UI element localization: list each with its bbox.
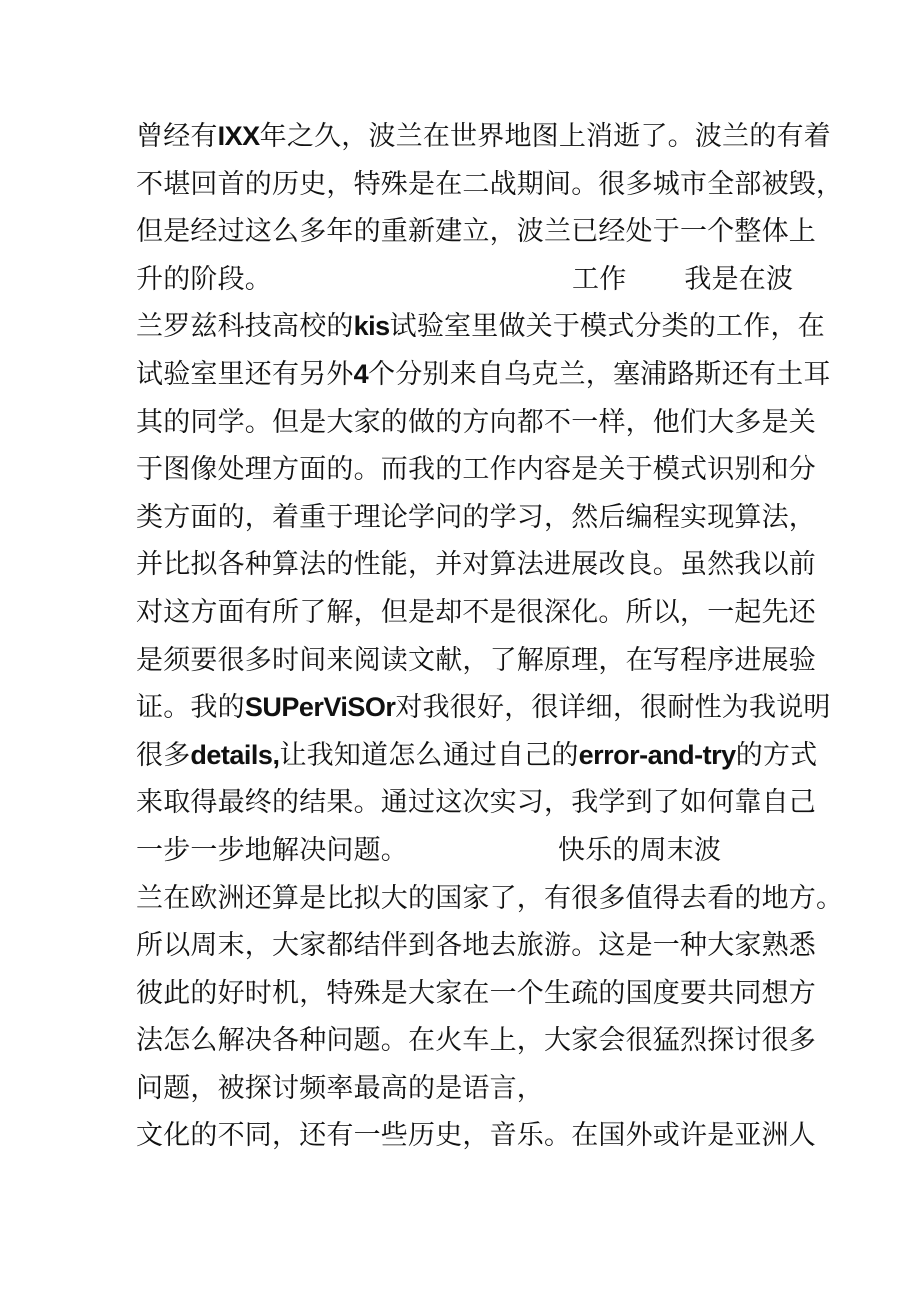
text-run: 曾经有 <box>136 121 218 152</box>
paragraph-line: 对这方面有所了解，但是却不是很深化。所以，一起先还 <box>136 596 816 628</box>
section-heading-work: 工作 <box>572 263 627 295</box>
text-run: 一步一步地解决问题。 <box>136 834 408 866</box>
paragraph-line <box>136 351 836 399</box>
text-run: 个分别来自乌克兰，塞浦路斯还有土耳 <box>368 358 831 390</box>
paragraph-line: 问题，被探讨频率最高的是语言， <box>136 1072 544 1104</box>
text-run: 证。我的 <box>136 692 245 724</box>
text-run-latin: IXX <box>217 121 260 151</box>
paragraph-line: 但是经过这么多年的重新建立，波兰已经处于一个整体上 <box>136 216 816 248</box>
text-run-latin: SUPerViSOr <box>244 692 396 723</box>
paragraph-line: 兰在欧洲还算是比拟大的国家了，有很多值得去看的地方。 <box>136 882 844 914</box>
paragraph-line: 并比拟各种算法的性能，并对算法进展改良。虽然我以前 <box>136 549 816 581</box>
paragraph-line: 类方面的，着重于理论学问的学习，然后编程实现算法， <box>136 501 816 533</box>
paragraph-line: 于图像处理方面的。而我的工作内容是关于模式识别和分 <box>136 454 816 486</box>
paragraph-line: 其的同学。但是大家的做的方向都不一样，他们大多是关 <box>136 406 816 438</box>
paragraph-line <box>136 684 836 732</box>
text-run: 很多 <box>136 739 191 771</box>
paragraph-line: 文化的不同，还有一些历史，音乐。在国外或许是亚洲人 <box>136 1120 816 1152</box>
text-run: 试验室里还有另外 <box>136 358 354 390</box>
text-run: 兰罗兹科技高校的 <box>136 311 354 343</box>
paragraph-line: 所以周末，大家都结伴到各地去旅游。这是一种大家熟悉 <box>136 930 816 962</box>
paragraph-line: 法怎么解决各种问题。在火车上，大家会很猛烈探讨很多 <box>136 1025 816 1057</box>
text-run-latin: details, <box>190 739 280 770</box>
paragraph-line <box>136 303 836 351</box>
text-run: 我是在波 <box>684 263 794 295</box>
text-run-latin: kis <box>353 311 390 342</box>
text-run: 对我很好，很详细，很耐性为我说明 <box>395 692 831 724</box>
paragraph-line: 是须要很多时间来阅读文献，了解原理，在写程序进展验 <box>136 644 816 676</box>
paragraph-line: 彼此的好时机，特殊是大家在一个生疏的国度要共同想方 <box>136 977 816 1009</box>
document-body <box>136 113 844 1160</box>
paragraph-line: 来取得最终的结果。通过这次实习，我学到了如何靠自己 <box>136 787 816 819</box>
paragraph-line <box>136 827 836 875</box>
paragraph-line: 不堪回首的历史，特殊是在二战期间。很多城市全部被毁， <box>136 168 844 200</box>
text-run: 年之久，波兰在世界地图上消逝了。波兰的有着 <box>259 121 831 152</box>
paragraph-line <box>136 113 836 161</box>
paragraph-line <box>136 732 836 780</box>
section-heading-weekend: 快乐的周末波 <box>558 834 722 866</box>
text-run-latin: 4 <box>353 358 369 389</box>
text-run: 升的阶段。 <box>136 263 272 295</box>
text-run: 的方式 <box>735 739 818 771</box>
text-run: 试验室里做关于模式分类的工作，在 <box>389 311 825 343</box>
text-run: 让我知道怎么通过自己的 <box>279 739 579 771</box>
paragraph-line <box>136 256 836 304</box>
text-run-latin: error-and-try <box>578 739 736 770</box>
